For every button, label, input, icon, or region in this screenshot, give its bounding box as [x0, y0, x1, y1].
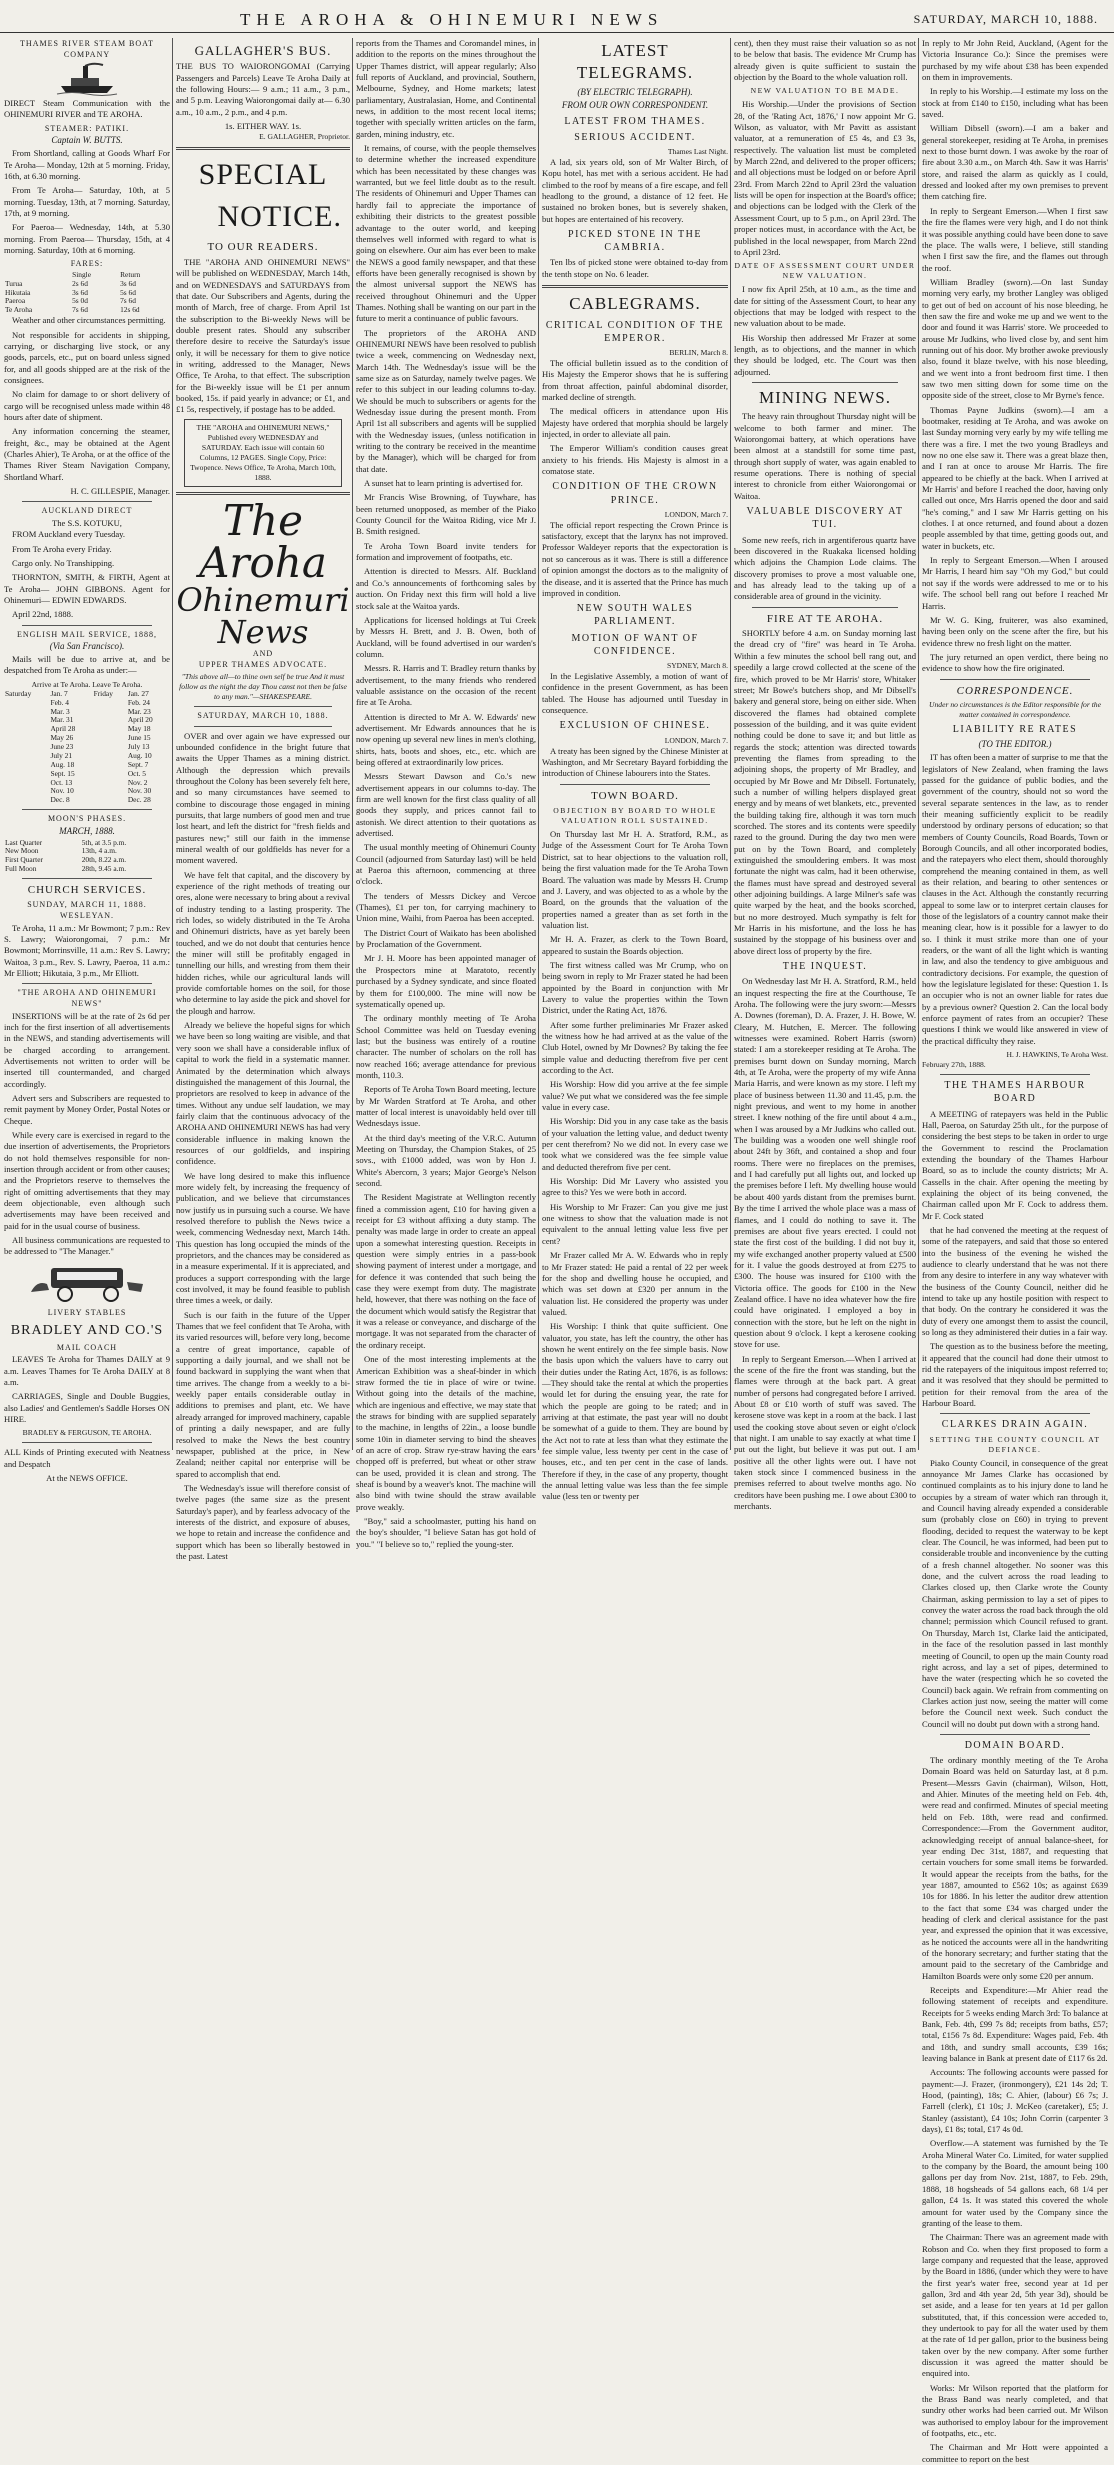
body-text: All business communications are requested to be addressed to "The Manager."	[4, 1235, 170, 1257]
church-heading: CHURCH SERVICES.	[27, 884, 147, 897]
steamboat-line: DIRECT Steam Communication with the OHINEMURI RIVER and TE AROHA.	[4, 98, 170, 120]
body-text: THORNTON, SMITH, & FIRTH, Agent at Te Aroha— JOHN GIBBONS. Agent for Ohinemuri— EDWIN EDWARDS.	[4, 572, 170, 605]
manager-signature: H. C. GILLESPIE, Manager.	[70, 486, 170, 497]
moon-table	[4, 839, 170, 875]
body-text: While every care is exercised in regard to the due insertion of advertisements, the Proprietors do not hold themselves responsible for non-insertion through accident or from other causes; and the Proprietors reserve to themselves the right of omitting advertisements that they may deem objectionable, even although such advertisements may have been received and paid for in the usual course of business.	[4, 1129, 170, 1231]
divider	[22, 1442, 152, 1443]
divider	[560, 784, 710, 785]
table-row: Saturday Jan. 7 Friday Jan. 27	[5, 688, 149, 698]
news-paragraph: The proprietors of the AROHA AND OHINEMURI NEWS have been resolved to publish twice a week, commencing on Wednesday next, March 14th. The Wednesday's issue will be the same size as on Saturday, namely twelve pages. We refer to this subject in our leading columns to-day. We should be much to subscribers or agents for the Wednesday issue during the present month. From April 1st all subscribers and agents will be supplied with the Wednesday issues, (unless notification in writing to the contrary be received in the meantime by the Manager), which will be charged for from that date.	[356, 327, 536, 474]
issue-date: SATURDAY, MARCH 10, 1888.	[913, 12, 1098, 26]
body-text: No claim for damage to or short delivery of cargo will be recognised unless made within 48 hours after date of shipment.	[4, 389, 170, 422]
body-text: April 22nd, 1888.	[12, 609, 74, 620]
divider	[176, 492, 350, 495]
correspondent-byline: FROM OUR OWN CORRESPONDENT.	[561, 99, 709, 110]
body-text: LEAVES Te Aroha for Thames DAILY at 9 a.m. Leaves Thames for Te Aroha DAILY at 8 a.m.	[4, 1354, 170, 1387]
berlin-dateline: BERLIN, March 8.	[669, 347, 728, 357]
table-row: New Moon 13th, 4 a.m.	[5, 846, 117, 856]
news-paragraph: His Worship.—Under the provisions of Section 28, of the 'Rating Act, 1876,' I now appoint Mr G. Wilson, as valuator, with Mr Pavitt as assistant valuator, at a remuneration of £5 4s, and £3 3s, respectively. The valuation list must be completed by March 22nd, and delivered to the proper officers; and all objections must be lodged on or before April 23rd. From March 22nd to April 23rd the valuation lists will be open for inspection at the Board's office; and objections can be lodged with the Clerk of the Assessment Court, up to 5 p.m., on April 23rd. The proper notices must, in accordance with the Act, be published in the local newspaper, from March 22nd to April 23rd.	[734, 99, 916, 257]
news-paragraph: Attention is directed to Mr A. W. Edwards' new advertisement. Mr Edwards announces that he is now opening up several new lines in men's clothing, shirts, hats, boots and shoes, etc., etc. which are being offered at extraordinarily low prices.	[356, 711, 536, 767]
news-paragraph: In reply to his Worship.—I estimate my loss on the stock at from £140 to £150, including what has been saved.	[922, 86, 1108, 120]
news-paragraph: Overflow.—A statement was furnished by the Te Aroha Mineral Water Co. Limited, for water supplied to the company by the Board, the amount being 100 gallons per day from Nov. 21st, 1887, to Feb. 29th, 1888, 18 hogsheads of 54 gallons each, 68 1/4 per gallon, £4 1s. It was stated this covered the whole amount for water used by the Company since the granting of the lease to them.	[922, 2138, 1108, 2228]
news-paragraph: His Worship: Did you in any case take as the basis of your valuation the letting value, and deduct twenty per cent therefrom? No we did not. In every case we took what we considered was the fee simple value and deducted therefrom five per cent.	[542, 1116, 728, 1172]
table-row: Turua 2s 6d 3s 6d	[5, 278, 136, 288]
news-paragraph: The first witness called was Mr Crump, who on being sworn in reply to Mr Frazer stated he had been appointed by the Board in conjunction with Mr Lavery to value the properties within the Town District, under the Rating Act, 1876.	[542, 959, 728, 1016]
church-denomination: WESLEYAN.	[59, 911, 115, 921]
news-paragraph: Accounts: The following accounts were passed for payment:—J. Frazer, (ironmongery), £21 14s 2d; T. Hood, (painting), 18s; C. Ahier, (labour) £6 7s; J. Farrell (clerk), £1 10s; J. McKeo (caretaker), £5; J. Stanley (assistant), £4 10s; John Corrin (carpenter 3 days), £1 8s; total, £17 4s 0d.	[922, 2067, 1108, 2135]
fares-heading: FARES:	[70, 259, 104, 269]
printing-ad: ALL Kinds of Printing executed with Neatness and Despatch	[4, 1447, 170, 1469]
news-paragraph: The medical officers in attendance upon His Majesty have ordered that morphia should be largely injected, in order to alleviate all pain.	[542, 406, 728, 440]
news-paragraph: Mr J. H. Moore has been appointed manager of the Prospectors mine at Maratoto, recently purchased by a Sydney syndicate, and since floated by them for £100,000. The mine will now be systematically opened up.	[356, 953, 536, 1009]
news-paragraph: Mr W. G. King, fruiterer, was also examined, having been only on the scene after the fire, but his evidence threw no fresh light on the matter.	[922, 614, 1108, 648]
column-rule	[730, 38, 731, 1450]
bradley-heading: BRADLEY AND CO.'S	[10, 1323, 164, 1339]
news-paragraph: A sunset hat to learn printing is advertised for.	[364, 478, 523, 489]
news-paragraph: The Chairman and Mr Hott were appointed a committee to report on the best	[922, 2442, 1108, 2464]
news-paragraph: His Worship: Did Mr Lavery who assisted you agree to this? Yes we were both in accord.	[542, 1176, 728, 1198]
body-text: Mails will be due to arrive at, and be despatched from Te Aroha as under:—	[4, 654, 170, 676]
news-paragraph: The official report respecting the Crown Prince is satisfactory, except that the larynx has not improved. Professor Waldeyer reports that the expectoration is not so cancerous as it was. There is still a difference of opinion amongst the doctors as to the malignity of the disease, and it is asserted that the Prince has much improved in condition.	[542, 519, 728, 598]
harbour-board-heading: THE THAMES HARBOUR BOARD	[944, 1080, 1086, 1105]
news-paragraph: Piako County Council, in consequence of the great annoyance Mr James Clarke has occasioned by continued complaints as to his injury done to land he occupies by a stream of water which ran through it, and Council having already expended a considerable sum (probably close on £60) in trying to prevent flooding, decided to request the waterway to be kept clear. The Council, he was informed, had been put to considerable trouble and inconvenience by the cutting of a fresh channel altogether. No sooner was this done, and the culvert across the road leading to Clarkes closed up, then Clarke wrote the County Chairman, asking permission to lay a set of pipes to convey the water across the road back through the old channel; permission which Council refused to grant. On Thursday, March 1st, Clarke laid the anticipated, in the face of the resolution passed in last monthly meeting of Council, to open up the main County road right across, and lay a set of pipes, determined to have the water (respecting which he so coveted the Council) back again. We refrain from commenting on Clarkes action just now, seeing the matter will come before the Council next week. Such conduct the Council will no doubt put down with a strong hand.	[922, 1457, 1108, 1729]
divider	[940, 1734, 1090, 1735]
editorial-paragraph: We have long desired to make this influence more widely felt, by increasing the frequency of publication, and we believe that circumstances now justify us in pursuing such a course. We have resolved therefore to publish the News twice a week, commencing Wednesday next, March 14th. This question has long occupied the minds of the proprietors, and the chances may be considered as in a measure experimental. If it is appreciated, and produces a support corresponding with the large cost involved, it may be found feasible to publish three times a week, or daily.	[176, 1170, 350, 1306]
liability-heading: LIABILITY RE RATES	[952, 724, 1078, 736]
news-paragraph: William Bradley (sworn).—On last Sunday morning very early, my brother Langley was obliged to get out of bed on account of his nose bleeding, he then saw the fire and woke me up and we went to the door and found it was Harris' store. We proceeded to arouse Mr Judkins, who lived close by, and sent him running out of his door. My brother awoke previously also, found it blaze twelve, with his nose bleeding, and we went into a front bedroom first time. I then saw two men sitting down for some time on the opposite side of the street, close to Mr Byrne's fence.	[922, 276, 1108, 401]
captain: Captain W. BUTTS.	[51, 135, 123, 146]
body-text: INSERTIONS will be at the rate of 2s 6d per inch for the first insertion of all advertisements in the NEWS, and standing advertisements will be charged according to arrangement. Advertisements not written to order will be inserted till countermanded, and charged accordingly.	[4, 1010, 170, 1089]
body-text: THE "AROHA AND OHINEMURI NEWS" will be published on WEDNESDAY, March 14th, and on WEDNESDAYS and SATURDAYS from that date. Our Subscribers and Agents, during the month of March, free of charge. From April 1st the subscription to the Bi-weekly News will be double present rates. Should any subscriber therefore desire to receive the Saturday's issue only, it will be necessary for them to give notice in writing, addressed to the Manager, News Office, Te Aroha, to that effect. The subscription for the Bi-weekly issue will be £1 per annum booked, 15s. if paid yearly in advance; or £1, and £1 5s, respectively, if postage has to be added.	[176, 256, 350, 415]
news-paragraph: After some further preliminaries Mr Frazer asked the witness how he had arrived at as the value of the Club Hotel, owned by Mr Downes? By taking the fee simple value and deducting therefrom five per cent according to the Act.	[542, 1019, 728, 1075]
news-paragraph: In reply to Sergeant Emerson.—When I aroused Mr Harris, I heard him say "Oh my God," but could not say if the words were addressed to me or to his wife. The school bell rang out before I reached Mr Harris.	[922, 555, 1108, 611]
special-heading: SPECIAL	[198, 158, 328, 192]
news-paragraph: Mr H. A. Frazer, as clerk to the Town Board, appeared to sustain the Boards objection.	[542, 934, 728, 956]
news-paragraph: The ordinary monthly meeting of the Te Aroha Domain Board was held on Saturday last, at 8 p.m. Present—Messrs Gavin (chairman), Wilson, Hott, and Ahier. Minutes of the meeting held on Feb. 4th, were read and confirmed. Minutes of special meeting held on Feb. 18th, were read and confirmed. Correspondence:—From the Government auditor, acknowledging receipt of annual balance-sheet, for year ending Dec 31st, 1887, and requesting that certain vouchers for some small items be forwarded. It would appear the receipts from the baths, for the year 1887, amounted to £562 10s; as against £639 10s for 1886. In his letter the auditor drew attention to the fact that some £34 was charged under the heading of clerk and clerical assistance for the past year, and expressed the opinion that it was excessive, as he noticed the accounts were all in the handwriting of the honorary secretary; and further stating that the amount paid to the secretary of the Cambridge and Hamilton Boards were only some £20 per annum.	[922, 1755, 1108, 1981]
divider	[22, 878, 152, 879]
editorial-paragraph: The Wednesday's issue will therefore consist of twelve pages (the same size as the present Saturday's paper), and by fearless advocacy of the interests of the district, and exposure of abuses, we hope to retain and increase the confidence and support which has been so liberally bestowed in the past. Latest	[176, 1482, 350, 1561]
news-paragraph: that he had convened the meeting at the request of some of the ratepayers, and said that those so entered into the business of the evening he wished the audience to clearly understand that he was not there from any desire to interfere in any way whatever with the business of the County Council, neither did he intend to take up any hostile position with respect to that body. On the contrary he considered it was the duty of every one amongst them to assist the council, so long as they administered their duties in a fair way.	[922, 1224, 1108, 1338]
news-paragraph: Te Aroha Town Board invite tenders for formation and improvement of footpaths, etc.	[356, 540, 536, 563]
schedule-text: For Paeroa— Wednesday, 14th, at 5.30 morning. From Paeroa— Thursday, 15th, at 4 morning. Saturday, 10th at 6 morning.	[4, 222, 170, 255]
table-row: July 21 Aug. 10	[50, 750, 152, 760]
office-line: At the NEWS OFFICE.	[46, 1473, 128, 1484]
critical-condition-heading: CRITICAL CONDITION OF THE EMPEROR.	[545, 319, 725, 344]
latest-telegrams-heading: LATEST TELEGRAMS.	[576, 41, 694, 83]
news-paragraph: The Resident Magistrate at Wellington recently fined a commission agent, £10 for having given a receipt for £3 without affixing a duty stamp. The penalty was made large in order to create an appeal upon a somewhat interesting question. Receipts in question were simply entries in a pass-book showing payment of interest under a mortgage, and for defence it was contended that such being the case they were exempt from duty. The magistrate held, however, that there was nothing on the face of the document which would satisfy the Registrar that it was a release or conveyance, and discharge of the mortgage. It was not separated from the character of the ordinary receipt.	[356, 1192, 536, 1350]
cablegrams-heading: CABLEGRAMS.	[569, 294, 701, 314]
steamer-name: STEAMER: PATIKI.	[44, 123, 130, 133]
church-date: SUNDAY, MARCH 11, 1888.	[27, 899, 147, 909]
news-paragraph: The District Court of Waikato has been abolished by Proclamation of the Government.	[356, 927, 536, 950]
thames-dateline: Thames Last Night.	[667, 147, 728, 156]
news-paragraph: His Worship then addressed Mr Frazer at some length, as to objections, and the manner in which they should be lodged, etc. The Court was then adjourned.	[734, 332, 916, 377]
editorial-paragraph: Already we believe the hopeful signs for which we have been so long waiting are visible, and that very soon we shall have a considerable influx of capital to work the field in a systematic manner. Animated by the determination which always distinguished the management of this Journal, the proprietors are resolved to keep in advance of the times. Without any undue self laudation, we may fairly claim that the continuous advocacy of the AROHA AND OHINEMURI NEWS has had very considerable influence in making known the resources of our goldfields, and inspiring confidence.	[176, 1020, 350, 1167]
body-text: From Te Aroha every Friday.	[12, 543, 112, 554]
news-paragraph: Messrs Stewart Dawson and Co.'s new advertisement appears in our columns to-day. The firm are well known for the first class quality of all goods they supply, and prices cannot fail to astonish. We direct attention to their quotations as advertised.	[356, 771, 536, 839]
table-row: June 23 July 13	[50, 742, 150, 752]
steamboat-heading: THAMES RIVER STEAM BOAT COMPANY	[20, 39, 154, 59]
inquest-heading: THE INQUEST.	[782, 961, 868, 973]
auckland-direct-heading: AUCKLAND DIRECT	[41, 506, 133, 516]
gallagher-heading: GALLAGHER'S BUS.	[194, 43, 332, 58]
letter-text: IT has often been a matter of surprise to me that the legislators of New Zealand, when framing the laws passed for the guidance of public bodies, and the government of the country, should not so word the several separate sentences in the law, as to render their meaning sufficiently explicit to be readily understood by ordinary persons of education; so that members of County Councils, Road Boards, Town or Borough Councils, and all other incorporated bodies, and the ratepayers who elect them, should thoroughly comprehend the meaning contained in them, as well as their relation, and bearing to other sentences or clauses in the Act. Although the constantly recurring appeal to some law or to interpret certain clauses for those of the legislators of a country cannot make their meaning clear, how is it possible for a lawyer to do so. I think it must strike more than one of your readers, or the want of all the light which is wanting in law, and also the tendency to give ambiguous and contradictory decisions. For example, the question of how the legislature legislated for these: Question 1. Is an occupier who is not an owner liable for rates due by a previous owner? Question 2. Can the local body enforce payment of rates from an occupier? These questions I think we would like answered in view of the practical difficulty they raise.	[922, 752, 1108, 1046]
divider	[940, 679, 1090, 680]
serious-accident-heading: SERIOUS ACCIDENT.	[574, 131, 696, 143]
london-dateline: LONDON, March 7.	[664, 509, 728, 519]
divider	[22, 809, 152, 810]
news-paragraph: The jury returned an open verdict, there being no evidence to show how the fire originated.	[922, 651, 1108, 674]
news-paragraph: The heavy rain throughout Thursday night will be welcome to both farmer and miner. The Waiorongomai battery, at which operations have been almost at a standstill for some time past, through short supply of water, was again enabled to resume operations. There is nothing of special interest to chronicle from either Waiorongomai or Waitoa.	[734, 411, 916, 501]
to-editor: (TO THE EDITOR.)	[978, 739, 1052, 750]
exclusion-heading: EXCLUSION OF CHINESE.	[559, 720, 711, 732]
schedule-text: From Shortland, calling at Goods Wharf For Te Aroha— Monday, 12th at 5 morning. Friday, 16th, at 6.30 morning.	[4, 148, 170, 181]
table-row: Paeroa 5s 0d 7s 6d	[5, 296, 136, 306]
motto: "This above all—to thine own self be true And it must follow as the night the day Thou canst not then be false to any man."—SHAKESPEARE.	[179, 671, 347, 701]
sydney-dateline: SYDNEY, March 8.	[666, 660, 728, 670]
news-paragraph: His Worship: How did you arrive at the fee simple value? We put what we considered was the fee simple value in every case.	[542, 1079, 728, 1113]
divider	[752, 382, 898, 383]
letter-signature: H. J. HAWKINS, Te Aroha West.	[1006, 1050, 1108, 1060]
table-row: Full Moon 28th, 9.45 a.m.	[5, 864, 127, 874]
divider	[176, 147, 350, 150]
crown-prince-heading: CONDITION OF THE CROWN PRINCE.	[552, 481, 718, 506]
news-paragraph: Receipts and Expenditure:—Mr Ahier read the following statement of receipts and expenditure. Receipts for 5 weeks ending March 3rd: To balance at Bank, Feb. 4th, £99 7s 8d; receipts from baths, £57; total, £156 7s 8d. Expenditure: Wages paid, Feb. 4th and 18th, and sundry small accounts, £39 16s; leaving balance in Bank at present date of £117 6s 2d.	[922, 1984, 1108, 2064]
new-valuation-heading: NEW VALUATION TO BE MADE.	[750, 86, 900, 96]
news-paragraph: The Emperor William's condition causes great anxiety to his friends. His Majesty is almost in a comatose state.	[542, 443, 728, 477]
telegraph-byline: (BY ELECTRIC TELEGRAPH).	[577, 86, 693, 97]
news-paragraph: Applications for licensed holdings at Tui Creek by Messrs H. Brett, and J. B. Owen, both of Auckland, will be found advertised in our warden's column.	[356, 614, 536, 659]
table-row: Nov. 10 Nov. 30	[50, 786, 152, 796]
domain-board-heading: DOMAIN BOARD.	[964, 1739, 1066, 1751]
column-2	[176, 38, 350, 1561]
editorial-paragraph: Such is our faith in the future of the Upper Thames that we feel confident that Te Aroha, with its varied resources will, before very long, become a centre of great importance, capable of supporting a daily journal, and we shall not be found backward in supplying the want when that time arrives. The change from a weekly to a bi-weekly paper entails considerable outlay in additions to premises and plant, etc. We have already arranged for improved machinery, capable of printing a daily newspaper, and are fully resolved to make the News the best country newspaper, published at the price, in New Zealand; neither capital nor enterprise will be spared to accomplish that end.	[176, 1309, 350, 1479]
coach-icon	[27, 1262, 147, 1304]
column-1	[4, 38, 170, 1484]
news-paragraph: Thomas Payne Judkins (sworn).—I am a bootmaker, residing at Te Aroha, and was awoke on last Sunday morning very early by my wife telling me there was a fire. I met the two young Bradleys and now no one else saw it. There was a great blaze then, and I ran at once to arouse Mr Harris. The fire appeared to be chiefly at the back. When I arrived at Mr Harris' and before I reached the door, having only called out once, Mrs Harris opened the door and said "he's coming," and I saw Mr Harris getting on his clothes. I at once returned, and found about a dozen people assembled by that time, getting goods out, and water in buckets, etc.	[922, 404, 1108, 551]
table-row: Feb. 4 Feb. 24	[50, 697, 151, 707]
table-row: Mar. 31 April 20	[50, 715, 153, 725]
assessment-court-heading: DATE OF ASSESSMENT COURT UNDER NEW VALUATION.	[734, 261, 916, 281]
news-paragraph: The usual monthly meeting of Ohinemuri County Council (adjourned from Saturday last) will be held at Paeroa this afternoon, commencing at three o'clock.	[356, 842, 536, 887]
divider	[22, 983, 152, 984]
news-paragraph: In reply to Sergeant Emerson.—When I arrived at the scene of the fire the front was standing, but the flames were through at the back part. A great number of persons had congregated before I arrived. About £8 or £10 worth of stuff was saved. The kerosene stove was kept in a room at the back. I last used the cooking stove about seven or eight o'clock that night. I am unable to say exactly at what time I put out the light, but believe it was put out. I am positive all the other lights were out. I have not taken stock since I commenced business in the premises referred to about twelve months ago. No creditors have been pushing me. I owe about £300 to merchants.	[734, 1353, 916, 1512]
body-text: Advert sers and Subscribers are requested to remit payment by Money Order, Postal Notes or Cheque.	[4, 1092, 170, 1126]
schedule-text: From Te Aroha— Saturday, 10th, at 5 morning. Tuesday, 13th, at 7 morning. Saturday, 17th, at 9 morning.	[4, 185, 170, 218]
news-paragraph: I now fix April 25th, at 10 a.m., as the time and date for sitting of the Assessment Court, to hear any objections that may be lodged with respect to the new valuation about to be made.	[734, 284, 916, 329]
moon-month: MARCH, 1888.	[59, 825, 115, 836]
mining-news-heading: MINING NEWS.	[759, 387, 891, 407]
body-text: Cargo only. No Transhipping.	[12, 557, 115, 568]
news-paragraph: SHORTLY before 4 a.m. on Sunday morning last the dread cry of "fire" was heard in Te Aroha. Within a few minutes the school bell rang out, and speedily a large crowd collected at the scene of the fire, which proved to be Mr Harris' store, Whitaker street; Mr Bowe's butchers shop, and Mr Dibsell's bakery and general store, being on either side. When discovered the flames had obtained complete possession of the building, and it was quite evident nothing could be done to save it; and but little as regards the stock; attention was directed towards preventing the flames from spreading to the adjoining shops, the property of Mr Bradley, and occupied by Mr Bowe and Mr Dibsell. Fortunately, such a number of willing helpers displayed great energy and by means of wet blankets, etc., prevented the building taking fire, although it was torn much scorched. The stores and its contents were speedily razed to the ground. During the day two men were put on by the Town Board, and completely extinguished the smouldering embers. It was most fortunate the night was calm, had it been otherwise, the flames must have spread and destroyed several other adjoining buildings. A large Milner's safe was quite warped by the heat, and the books scorched, but no more destroyed. Much sympathy is felt for Mr Harris in his misfortune, and the loss he has sustained by the stoppage of his business over and above direct loss of property by the fire.	[734, 628, 916, 956]
london-dateline-2: LONDON, March 7.	[664, 735, 728, 745]
town-board-heading: TOWN BOARD.	[591, 789, 679, 802]
news-paragraph: The Chairman: There was an agreement made with Robson and Co. when they first proposed to form a large company and requested that the lease, approved by the Board in 1886, (under which they were to have the first year's water free, second year at 1d per gallon, 3rd and 4th year 2d, 5th year 3d), should be set aside, and a lease for ten years at 1d per gallon substituted, that, if this concession were acceded to, they undertook to pay for all the water used by them at the rate of 1d per gallon, prior to the business being taken over by the new company. After some further discussion it was agreed the matter should be enquired into.	[922, 2232, 1108, 2379]
clarkes-drain-heading: CLARKES DRAIN AGAIN.	[941, 1419, 1089, 1431]
news-paragraph: Mr Frazer called Mr A. W. Edwards who in reply to Mr Frazer stated: He paid a rental of 22 per week for the shop and dwelling house he occupied, and which was set down at £320 per annum in the valuation list. He considered the property was under valued.	[542, 1250, 728, 1317]
column-6	[922, 38, 1108, 2464]
body-text: CARRIAGES, Single and Double Buggies, also Ladies' and Gentlemen's Saddle Horses ON HIRE.	[4, 1391, 170, 1425]
table-row: First Quarter 20th, 8.22 a.m.	[5, 855, 127, 865]
correspondence-heading: CORRESPONDENCE.	[956, 684, 1074, 697]
news-paragraph: Some new reefs, rich in argentiferous quartz have been discovered in the Ruakaka licensed holding which adjoins the Champion Lode claims. The discovery promises to prove a most valuable one, and has already lead to the taking up of a considerable area of ground in the vicinity.	[734, 534, 916, 602]
latest-from-thames: LATEST FROM THAMES.	[564, 115, 706, 127]
to-readers-heading: TO OUR READERS.	[207, 241, 319, 254]
setting-heading: SETTING THE COUNTY COUNCIL AT DEFIANCE.	[929, 1434, 1101, 1454]
news-paragraph: It remains, of course, with the people themselves to determine whether the increased expenditure which has been necessitated by these changes was warranted, but we feel little doubt as to the result. The residents of Ohinemuri and Upper Thames can hardly fail to appreciate the importance of exhibiting their districts to the greatest possible advantage to the outer world, and keeping themselves well informed with regard to what is going on elsewhere. Our aim has ever been to make the NEWS a good family newspaper, and that these efforts have been generally recognised is shown by the almost universal support the NEWS has received throughout Ohinemuri and the Upper Thames. Nothing shall be wanting on our part in the future to merit a continuance of public favours.	[356, 143, 536, 324]
letter-date: February 27th, 1888.	[922, 1060, 986, 1070]
fares-table	[4, 271, 170, 315]
news-paragraph: His Worship to Mr Frazer: Can you give me just one witness to show that the valuation made is not equivalent to the annual letting value less five per cent?	[542, 1201, 728, 1246]
column-3	[356, 38, 537, 1549]
body-text: Any information concerning the steamer, freight, &c., may be obtained at the Agent (Charles Ahier), Te Aroha, or at the office of the Thames River Steam Navigation Company, Shortland Wharf.	[4, 426, 170, 482]
news-paragraph: Ten lbs of picked stone were obtained to-day from the tenth stope on No. 6 leader.	[542, 257, 728, 279]
nameplate-ohinemuri: Ohinemuri News	[176, 580, 350, 651]
picked-stone-heading: PICKED STONE IN THE CAMBRIA.	[568, 229, 702, 254]
column-rule	[918, 38, 919, 1450]
news-paragraph: reports from the Thames and Coromandel mines, in addition to the reports on the mines throughout the Upper Thames district, will appear regularly; Also full reports of Auckland, and provincial, Southern, Melbourne, Sydney, and Home markets; latest parliamentary, Australasian, Home, and Continental news, in addition to the most recent local items; together with specially written articles on the farm, garden, mining industry, etc.	[356, 38, 536, 139]
column-4	[542, 38, 728, 1502]
divider	[22, 625, 152, 626]
divider	[194, 726, 332, 727]
news-paragraph: A lad, six years old, son of Mr Walter Birch, of Kopu hotel, has met with a serious accident. He had climbed to the roof by means of a fire escape, and fell headlong to the ground, a distance of 12 feet. He sustained no broken bones, but is severely shaken, but hopes are entertained of his recovery.	[542, 157, 728, 224]
table-row: Last Quarter 5th, at 3.5 p.m.	[5, 837, 127, 847]
column-rule	[538, 38, 539, 1450]
table-row: Aug. 18 Sept. 7	[50, 759, 149, 769]
news-paragraph: William Dibsell (sworn).—I am a baker and general storekeeper, residing at Te Aroha, in premises next to those burnt down. I was awoke by the roar of fire about 3.30 a.m., on March 4th. Saw it was Harris' store, and raised the alarm as quickly as I could, dressed and looked after my own premises to prevent them catching fire.	[922, 123, 1108, 202]
moon-heading: MOON'S PHASES.	[47, 814, 127, 824]
mail-columns: Arrive at Te Aroha. Leave Te Aroha.	[31, 679, 143, 689]
table-row: Te Aroha 7s 6d 12s 6d	[5, 305, 140, 315]
nameplate-and: AND	[252, 648, 274, 658]
news-paragraph: Works: Mr Wilson reported that the platform for the Brass Band was nearly completed, and that sundry other works had been carried out. Mr Wilson was authorised to employ labour for the improvement of footpaths, etc., etc.	[922, 2382, 1108, 2439]
mail-subheading: (Via San Francisco).	[49, 641, 125, 652]
news-paragraph: At the third day's meeting of the V.R.C. Autumn Meeting on Thursday, the Champion Stakes, of 25 sovs., with £1000 added, was won by Hon J. White's Abercorn, 3 years; Major George's Nelson second.	[356, 1132, 536, 1188]
nameplate-advocate: UPPER THAMES ADVOCATE.	[198, 660, 328, 670]
body-text: Te Aroha, 11 a.m.: Mr Bowmont; 7 p.m.: Rev S. Lawry; Waiorongomai, 7 p.m.: Mr Bowmont; Morrinsville, 11 a.m.: Rev S. Lawry; Waitoa, 3 p.m., Rev. S. Lawry, Paeroa, 11 a.m.: Mr Elliott; Hikutaia, 3 p.m., Mr Elliott.	[4, 922, 170, 979]
body-text: THE BUS TO WAIORONGOMAI (Carrying Passengers and Parcels) Leave Te Aroha Daily at the following Hours:— 9 a.m.; 11 a.m., 3 p.m., and 5 p.m. Leaving Waiorongomai daily at— 6.30 a.m., 10 a.m., 2 p.m., and 4 p.m.	[176, 61, 350, 117]
mailcoach-heading: MAIL COACH	[56, 1342, 118, 1352]
masthead	[0, 10, 1114, 33]
fire-heading: FIRE AT TE AROHA.	[766, 612, 884, 625]
news-paragraph: A treaty has been signed by the Chinese Minister at Washington, and Mr Secretary Bayard forbidding the introduction of Chinese labourers into the States.	[542, 745, 728, 779]
table-row: Sept. 15 Oct. 5	[50, 768, 146, 778]
publication-box: THE "AROHA and OHINEMURI NEWS," Published every WEDNESDAY and SATURDAY. Each issue will contain 60 Columns, 12 PAGES. Single Copy, Price: Twopence. News Office, Te Aroha, March 10th, 1888.	[184, 419, 342, 487]
news-paragraph: Messrs. R. Harris and T. Bradley return thanks by advertisement, to the many friends who rendered valuable assistance on the occasion of the recent fire at Te Aroha.	[356, 663, 536, 708]
column-rule	[352, 38, 353, 1450]
news-paragraph: One of the most interesting implements at the American Exhibition was a sheaf-binder in which straw formed the tie in place of wire or twine. Without going into the details of the machine, which are ingenious and effective, we may state that the straws for binding with are supplied separately to the machine, in lengths of 22in., a loose bundle some 10in in diameter serving to bind the sheaves of an acre of crop. Straw rye-straw having the ears chopped off is preferred, but wheat or other straw can be used, provided it is clean and strong. The sheaf is bound by a weaver's knot. The machine will also bind with twine should the straw available prove weakly.	[356, 1354, 537, 1512]
proprietor-line: E. GALLAGHER, Proprietor.	[259, 132, 350, 142]
table-row: Mar. 3 Mar. 23	[50, 706, 151, 716]
motion-heading: MOTION OF WANT OF CONFIDENCE.	[571, 632, 699, 657]
news-paragraph: The tenders of Messrs Dickey and Vercoe (Thames), £1 per ton, for carrying machinery to Union mine, Waihi, from Paeroa has been accepted.	[356, 890, 536, 924]
valuable-discovery-heading: VALUABLE DISCOVERY AT TUI.	[746, 506, 904, 531]
news-paragraph: In reply to Mr John Reid, Auckland, (Agent for the Victoria Insurance Co.): Since the premises were purchased by my wife about £38 has been expended on them in improvements.	[922, 38, 1108, 83]
livery-banner: LIVERY STABLES	[47, 1307, 127, 1317]
divider	[194, 706, 332, 707]
objection-heading: OBJECTION BY BOARD TO WHOLE VALUATION ROLL SUSTAINED.	[553, 806, 717, 826]
body-text: FROM Auckland every Tuesday.	[12, 529, 126, 540]
column-rule	[172, 38, 173, 1450]
news-paragraph: Attention is directed to Messrs. Alf. Buckland and Co.'s announcements of forthcoming sales by auction. On Friday next this firm will hold a live stock sale at the Waitoa yards.	[356, 566, 536, 611]
news-paragraph: "Boy," said a schoolmaster, putting his hand on the boy's shoulder, "I believe Satan has got hold of you." "I believe so to," replied the young-ster.	[356, 1515, 536, 1549]
column-5	[734, 38, 916, 1512]
news-paragraph: In the Legislative Assembly, a motion of want of confidence in the present Government, as has been tabled. The House has adjourned until Tuesday in consequence.	[542, 670, 728, 715]
table-row: Hikutaia 3s 6d 5s 6d	[5, 287, 136, 297]
table-row: Oct. 13 Nov. 2	[50, 777, 148, 787]
paper-title: THE AROHA & OHINEMURI NEWS	[240, 10, 664, 29]
notice-heading: NOTICE.	[217, 199, 342, 233]
divider	[542, 285, 728, 288]
body-text: Not responsible for accidents in shipping, carrying, or discharging live stock, or any goods, parcels, etc., put on board unless signed for, and all goods shipped are at the risk of the consignees.	[4, 329, 170, 385]
editorial-paragraph: OVER and over again we have expressed our unbounded confidence in the bright future that awaits the Upper Thames as a mining district. Although the depression which prevails throughout the Colony has been severely felt here, and so many circumstances have seemed to combine to discourage those engaged in mining pursuits, that large numbers of good men and true lost heart, and left the district for "fresh fields and pastures new;" still our faith in the immense mineral wealth of our goldfields has never for a moment wavered.	[176, 730, 350, 866]
fare-line: 1s. EITHER WAY. 1s.	[224, 120, 302, 131]
news-paragraph: His Worship: I think that quite sufficient. One valuator, you state, has left the country, the other has shown he went entirely on the fee simple basis. Now the basis upon which the valuers have to carry out their duties under the Rating Act, 1876, is as follows:—They should take the rental at which the properties would let for during the ensuing year, the rate for which the people are going to be rated; and in arriving at that estimate, the past year will no doubt be somewhat of a guide to them. They are bound by the Act not to rate at less than what they estimate the fee simple value, less twenty per cent in the case of houses, etc., and ten per cent in the case of lands. Therefore if they, in the case of any property, thought the annual letting value was less than the fee simple value (less ten or twenty per	[542, 1321, 728, 1502]
divider	[940, 1413, 1090, 1414]
news-paragraph: In reply to Sergeant Emerson.—When I first saw the fire the flames were very high, and I do not think it was possible anything could have been done to save the place. The walls were, I believe, still standing when I first saw the fire, and the flames out through the roof.	[922, 205, 1108, 273]
divider	[22, 501, 152, 502]
editorial-paragraph: We have felt that capital, and the discovery by experience of the right methods of treating our ores, alone were necessary to bring about a revival of industry tending to a lasting prosperity. The rich lodes, so widely distributed in the Te Aroha and Ohinemuri districts, have as yet barely been touched, and we do not doubt that centuries hence the miner will still be profitably engaged in tunnelling our hills, and wresting from them their hidden riches, while our agricultural lands will provide comfortable homes on the soil, for those who determine to lay aside the pick and shovel for the plough and harrow.	[176, 869, 350, 1016]
correspondence-note: Under no circumstances is the Editor responsible for the matter contained in correspondence.	[929, 700, 1101, 720]
bradley-signature: BRADLEY & FERGUSON, TE AROHA.	[22, 1428, 152, 1438]
table-row: May 26 June 15	[50, 733, 151, 743]
news-paragraph: On Thursday last Mr H. A. Stratford, R.M., as Judge of the Assessment Court for Te Aroha Town District, sat to hear objections to the valuation roll, being the first valuation made for the Te Aroha Town Board. The valuation was made by Messrs H. Crump and J. Lavery, and was objected to as a whole by the Board, on the grounds that the valuation of the properties named a greater than as set forth in the valuation list.	[542, 829, 728, 930]
kotuku-heading: The S.S. KOTUKU,	[52, 517, 122, 528]
nameplate-aroha: The Aroha	[199, 495, 327, 587]
steamboat-icon	[57, 62, 117, 96]
mail-heading: ENGLISH MAIL SERVICE, 1888,	[16, 629, 158, 639]
table-row: Single Return	[72, 269, 141, 279]
news-paragraph: Reports of Te Aroha Town Board meeting, lecture by Mr Warden Stratford at Te Aroha, and other matter of local interest is unavoidably held over till Wednesdays issue.	[356, 1084, 536, 1129]
nsw-heading: NEW SOUTH WALES PARLIAMENT.	[576, 603, 694, 628]
mail-table	[4, 690, 170, 805]
news-paragraph: The ordinary monthly meeting of Te Aroha School Committee was held on Tuesday evening last; but the business was entirely of a routine character. The number of scholars on the roll has now reached 166; average attendance for previous month, 110.3.	[356, 1013, 536, 1080]
news-paragraph: cent), then they must raise their valuation so as not to be below that basis. The evidence Mr Crump has already given is quite sufficient to sustain the objection by the Board to the whole valuation roll.	[734, 38, 916, 83]
divider	[752, 607, 898, 608]
table-row: Dec. 8 Dec. 28	[50, 795, 151, 805]
body-text: Weather and other circumstances permitting.	[12, 315, 166, 326]
table-row: April 28 May 18	[50, 724, 151, 734]
divider	[940, 1074, 1090, 1075]
news-paragraph: On Wednesday last Mr H. A. Stratford, R.M., held an inquest respecting the fire at the Courthouse, Te Aroha. The following were the jury sworn:—Messrs A. Downes (foreman), D. A. Frazer, J. H. Bowe, W. Cleary, M. Hutchen, E. Mercer. The following witnesses were examined. Robert Harris (sworn) stated: I am a storekeeper residing at Te Aroha. The premises burnt down on Sunday morning, March 4th, at Te Aroha, were the property of my wife Anna Maria Harris, and were known as my store. I left my place of business between 11.30 and 11.45, p.m. the night previous, and went to my home in another street. I knew nothing of the fire until about 4 a.m., when I was aroused by a Mr Judkins who called out. The building was a wooden one well shingle roof about 24ft by 36ft, and contained a shop and four rooms. There were no fireplaces on the premises, and I had carefully put all lights out, and locked up the premises before I left. My dwelling house would be about 400 yards distant from the premises burnt. By the time I arrived the whole place was a mass of flames, and I could do nothing to save it. The premises are about five years erected. I could not state the first cost of the building. I did not buy it, my wife exchanged another property valued at £500 for it. I value the goods destroyed at from £275 to £300. The house was insured for £100 with the Victoria office. The goods for £100 in the New Zealand office. I have no idea whatever how the fire could have originated. I employed a boy in connection with the store, but he left on the night in question about 9 o'clock. I kept a kerosene cooking stove for use.	[734, 976, 916, 1350]
news-paragraph: Mr Francis Wise Browning, of Tuywhare, has been returned unopposed, as member of the Piako County Council for the Waitoa Riding, vice Mr J. B. Smith resigned.	[356, 492, 536, 537]
news-paragraph: A MEETING of ratepayers was held in the Public Hall, Paeroa, on Saturday 25th ult., for the purpose of considering the best steps to be taken in order to urge the Government to rescind the Proclamation extending the boundary of the Thames Harbour Board, so as to include the county districts; Mr A. Cassells in the chair. After opening the meeting by explaining the object of its being convened, the Chairman called upon Mr F. Cock to address them. Mr F. Cock stated	[922, 1108, 1108, 1221]
news-paragraph: The question as to the business before the meeting, it appeared that the council had done their utmost to rid the ratepayers of the iniquitous impost referred to; and it was resolved that they should be permitted to petition for their removal from the area of the Harbour Board.	[922, 1341, 1108, 1409]
news-paragraph: The official bulletin issued as to the condition of His Majesty the Emperor shows that he is suffering from throat affection, painful abdominal disorder, marked decline of strength.	[542, 357, 728, 402]
news-notice-heading: "THE AROHA AND OHINEMURI NEWS"	[17, 988, 157, 1008]
dateline: SATURDAY, MARCH 10, 1888.	[197, 710, 329, 720]
